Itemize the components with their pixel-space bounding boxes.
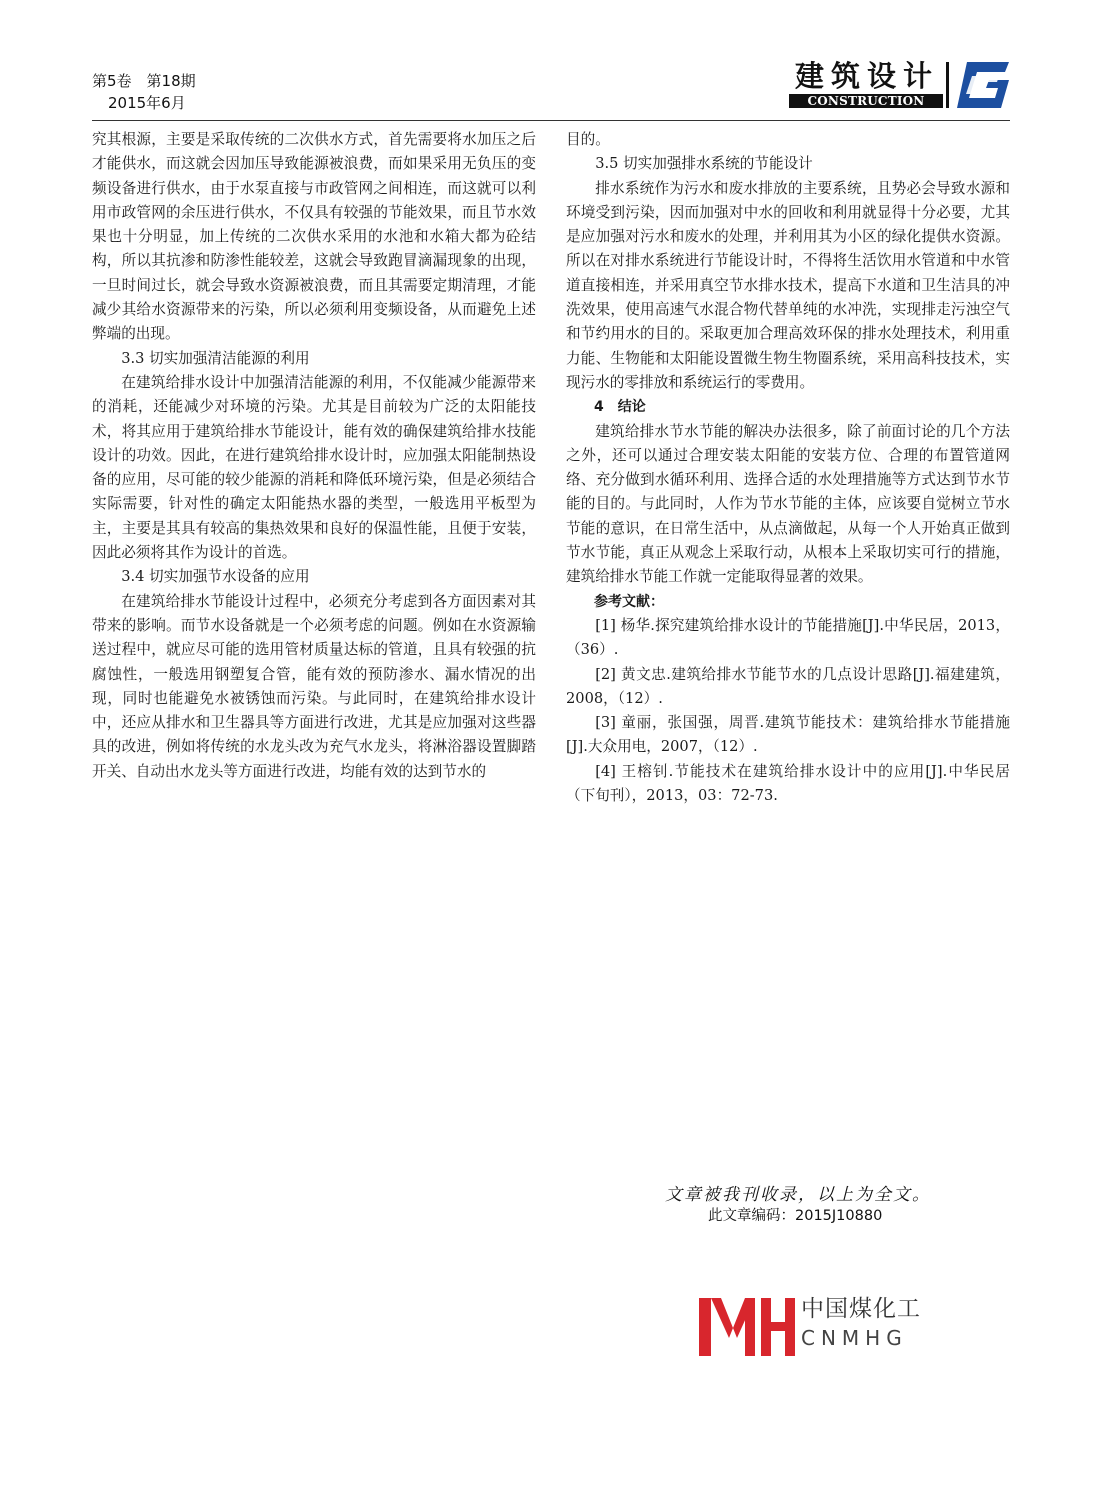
article-left-column [92,128,536,784]
paragraph: 建筑给排水节水节能的解决办法很多，除了前面讨论的几个方法之外，还可以通过合理安装太阳能的安装方位、合理的布置管道网络、充分做到水循环利用、选择合适的水处理措施等方式达到节水节能的目的。与此同时，人作为节水节能的主体，应该要自觉树立节水节能的意识，在日常生活中，从点滴做起，从每一个人开始真正做到节水节能，真正从观念上采取行动，从根本上采取切实可行的措施，建筑给排水节能工作就一定能取得显著的效果。 [566,422,1010,586]
reference-item: [3] 童丽，张国强，周晋.建筑节能技术：建筑给排水节能措施[J].大众用电，2007，（12）. [566,714,1010,756]
section-heading: 3.5 切实加强排水系统的节能设计 [595,155,813,173]
footer-note: 文章被我刊收录，以上为全文。 [665,1185,931,1205]
paragraph: 排水系统作为污水和废水排放的主要系统，且势必会导致水源和环境受到污染，因而加强对中水的回收和利用就显得十分必要，尤其是应加强对污水和废水的处理，并利用其为小区的绿化提供水资源。所以在对排水系统进行节能设计时，不得将生活饮用水管道和中水管道直接相连，并采用真空节水排水技术，提高下水道和卫生洁具的冲洗效果，使用高速气水混合物代替单纯的水冲洗，实现排走污浊空气和节约用水的目的。采取更加合理高效环保的排水处理技术，利用重力能、生物能和太阳能设置微生物生物圈系统，采用高科技技术，实现污水的零排放和系统运行的零费用。 [566,179,1010,391]
brand-divider [946,62,949,108]
journal-logo-icon [955,60,1010,110]
section-heading: 3.3 切实加强清洁能源的利用 [121,349,310,367]
reference-item: [4] 王榕钊.节能技术在建筑给排水设计中的应用[J].中华民居（下旬刊），2013，03：72-73. [566,762,1010,805]
paragraph: 目的。 [566,131,610,148]
article-code: 此文章编码：2015J10880 [708,1208,883,1224]
header-rule [92,120,1010,121]
journal-issue: 第5卷 第18期 [92,72,196,90]
section-heading: 3.4 切实加强节水设备的应用 [121,568,310,586]
paragraph: 究其根源，主要是采取传统的二次供水方式，首先需要将水加压之后才能供水，而这就会因加压导致能源被浪费，而如果采用无负压的变频设备进行供水，由于水泵直接与市政管网之间相连，而这就可以利用市政管网的余压进行供水，不仅具有较强的节能效果，而且节水效果也十分明显，加上传统的二次供水采用的水池和水箱大都为砼结构，所以其抗渗和防渗性能较差，这就会导致跑冒滴漏现象的出现，一旦时间过长，就会导致水资源被浪费，而且其需要定期清理，才能减少其给水资源带来的污染，所以必须利用变频设备，从而避免上述弊端的出现。 [92,131,536,343]
paragraph: 在建筑给排水节能设计过程中，必须充分考虑到各方面因素对其带来的影响。而节水设备就是一个必须考虑的问题。例如在水资源输送过程中，就应尽可能的选用管材质量达标的管道，且具有较强的抗腐蚀性，一般选用钢塑复合管，能有效的预防渗水、漏水情况的出现，同时也能避免水被锈蚀而污染。与此同时，在建筑给排水设计中，还应从排水和卫生器具等方面进行改进，尤其是应加强对这些器具的改进，例如将传统的水龙头改为充气水龙头，将淋浴器设置脚踏开关、自动出水龙头等方面进行改进，均能有效的达到节水的 [92,592,536,780]
references-heading: 参考文献： [594,593,664,610]
publisher-name-en: CNMHG [801,1326,908,1350]
publisher-mark-icon [699,1298,795,1356]
article-right-column [566,128,1010,808]
brand-title-cn: 建筑设计 [794,59,939,93]
journal-date: 2015年6月 [108,94,186,112]
reference-item: [1] 杨华.探究建筑给排水设计的节能措施[J].中华民居，2013，（36）. [566,616,1010,659]
publisher-name-cn: 中国煤化工 [801,1296,921,1322]
paragraph: 在建筑给排水设计中加强清洁能源的利用，不仅能减少能源带来的消耗，还能减少对环境的污染。尤其是目前较为广泛的太阳能技术，将其应用于建筑给排水节能设计，能有效的确保建筑给排水技能设计的功效。因此，在进行建筑给排水设计时，应加强太阳能制热设备的应用，尽可能的较少能源的消耗和降低环境污染，但是必须结合实际需要，针对性的确定太阳能热水器的类型，一般选用平板型为主，主要是其具有较高的集热效果和良好的保温性能，且便于安装，因此必须将其作为设计的首选。 [92,373,536,562]
brand-title-en: CONSTRUCTION [789,94,943,108]
section-heading: 4 结论 [594,399,646,416]
reference-item: [2] 黄文忠.建筑给排水节能节水的几点设计思路[J].福建建筑，2008，（12）. [566,665,1010,707]
